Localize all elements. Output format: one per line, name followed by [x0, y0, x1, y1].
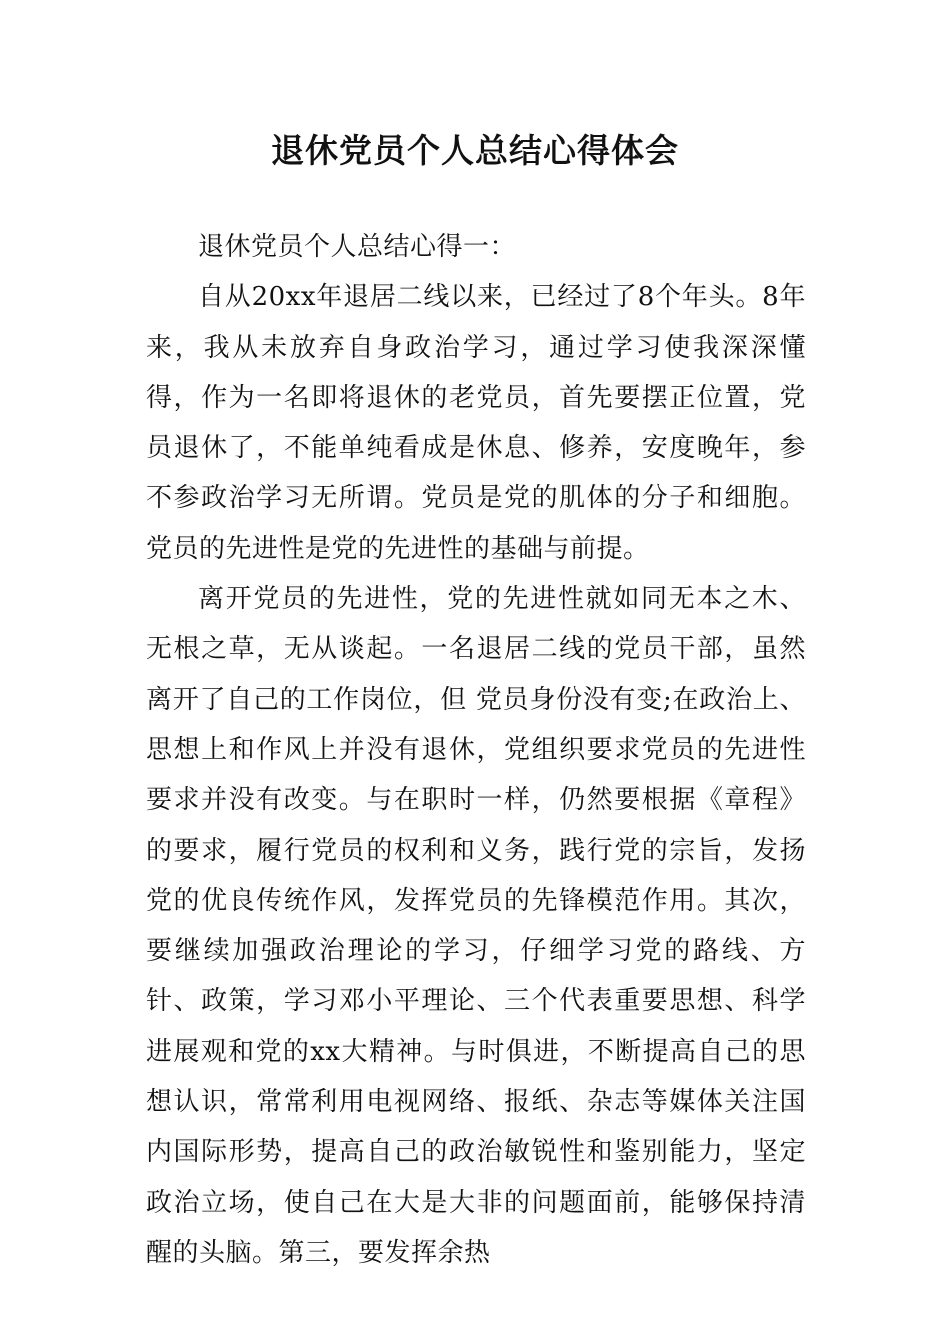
paragraph-2: 离开党员的先进性，党的先进性就如同无本之木、无根之草，无从谈起。一名退居二线的党员干部，虽然离开了自己的工作岗位，但 党员身份没有变;在政治上、思想上和作风上并没有退休，党组织要求党员的先进性要求并没有改变。与在职时一样，仍然要根据《章程》的要求，履行党员的权利和义务，践行党的宗旨，发扬党的优良传统作风，发挥党员的先锋模范作用。其次，要继续加强政治理论的学习，仔细学习党的路线、方针、政策，学习邓小平理论、三个代表重要思想、科学进展观和党的xx大精神。与时俱进，不断提高自己的思想认识，常常利用电视网络、报纸、杂志等媒体关注国内国际形势，提高自己的政治敏锐性和鉴别能力，坚定政治立场，使自己在大是大非的问题面前，能够保持清醒的头脑。第三，要发挥余热 [146, 584, 806, 1268]
paragraph-1: 自从20xx年退居二线以来，已经过了8个年头。8年来，我从未放弃自身政治学习，通过学习使我深深懂得，作为一名即将退休的老党员，首先要摆正位置，党员退休了，不能单纯看成是休息、修养，安度晚年，参不参政治学习无所谓。党员是党的肌体的分子和细胞。党员的先进性是党的先进性的基础与前提。 [146, 282, 806, 564]
document-body [146, 222, 806, 1278]
document-title: 退休党员个人总结心得体会 [271, 131, 679, 170]
subheading: 退休党员个人总结心得一： [198, 232, 517, 262]
